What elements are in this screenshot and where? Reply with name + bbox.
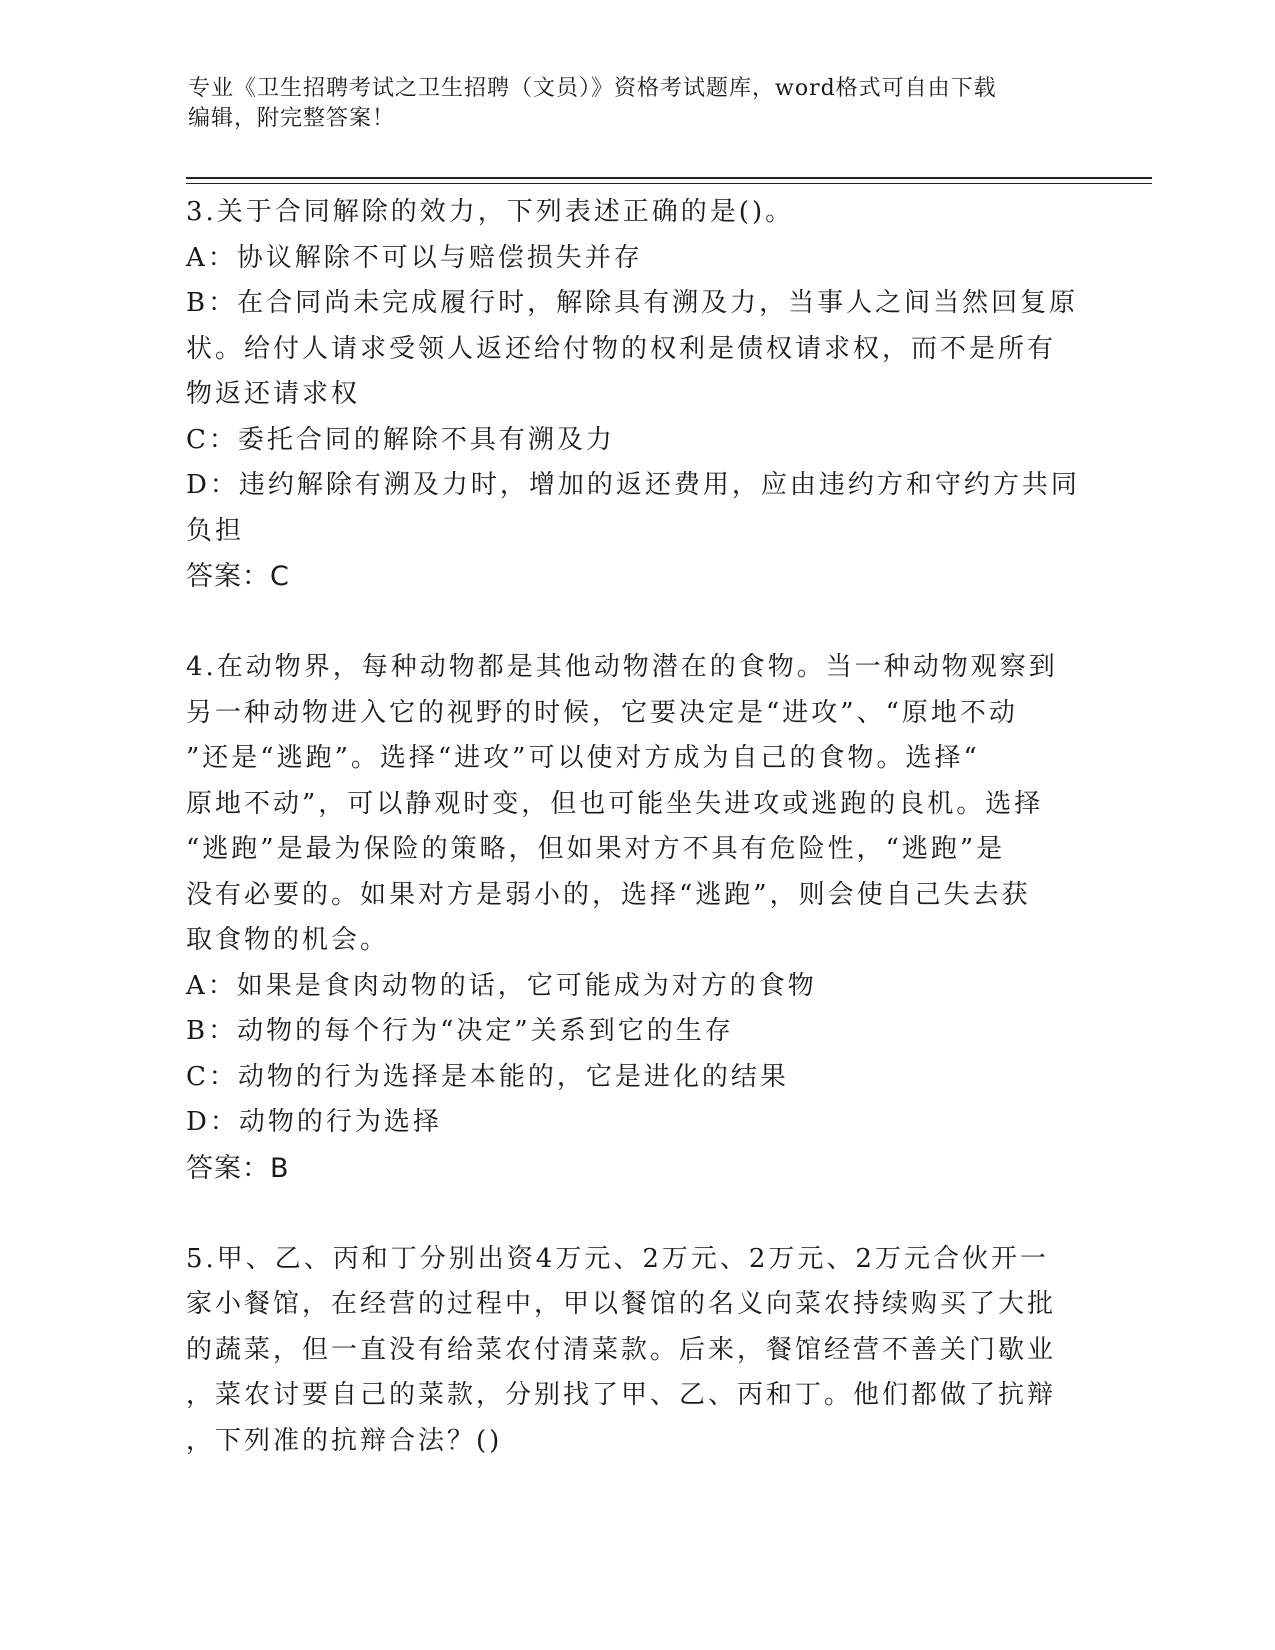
question-3-option-d-line-2: 负担 bbox=[186, 515, 245, 546]
header-divider-thin bbox=[186, 183, 1152, 184]
question-5-stem-line-1: 5.甲、乙、丙和丁分别出资4万元、2万元、2万元、2万元合伙开一 bbox=[186, 1243, 1049, 1274]
question-4-stem-line-2: 另一种动物进入它的视野的时候，它要决定是“进攻”、“原地不动 bbox=[186, 697, 1018, 728]
question-4-stem-line-1: 4.在动物界，每种动物都是其他动物潜在的食物。当一种动物观察到 bbox=[186, 652, 1058, 682]
header-line-1: 专业《卫生招聘考试之卫生招聘（文员）》资格考试题库，word格式可自由下载 bbox=[188, 76, 997, 101]
question-5-stem-line-5: ，下列准的抗辩合法？() bbox=[186, 1425, 503, 1456]
question-3-answer: 答案：C bbox=[186, 561, 290, 592]
question-3-option-a: A：协议解除不可以与赔偿损失并存 bbox=[186, 242, 643, 273]
question-content bbox=[186, 190, 1086, 1464]
spacer bbox=[186, 600, 1086, 646]
question-3-option-b-line-1: B：在合同尚未完成履行时，解除具有溯及力，当事人之间当然回复原 bbox=[186, 288, 1079, 318]
question-5 bbox=[186, 1237, 1086, 1465]
question-4 bbox=[186, 645, 1086, 1191]
header-line-2: 编辑，附完整答案！ bbox=[188, 106, 396, 131]
question-4-stem-line-3: ”还是“逃跑”。选择“进攻”可以使对方成为自己的食物。选择“ bbox=[186, 743, 980, 773]
question-4-stem-line-7: 取食物的机会。 bbox=[186, 925, 390, 955]
header-divider-thick bbox=[186, 177, 1152, 179]
question-4-answer: 答案：B bbox=[186, 1152, 290, 1184]
document-header bbox=[188, 74, 1068, 134]
question-3-option-d-line-1: D：违约解除有溯及力时，增加的返还费用，应由违约方和守约方共同 bbox=[186, 470, 1080, 500]
question-5-stem-line-3: 的蔬菜，但一直没有给菜农付清菜款。后来，餐馆经营不善关门歇业 bbox=[186, 1334, 1057, 1365]
question-3-option-b-line-2: 状。给付人请求受领人返还给付物的权利是债权请求权，而不是所有 bbox=[186, 333, 1057, 364]
question-5-stem-line-4: ，菜农讨要自己的菜款，分别找了甲、乙、丙和丁。他们都做了抗辩 bbox=[186, 1380, 1057, 1410]
question-4-stem-line-5: “逃跑”是最为保险的策略，但如果对方不具有危险性，“逃跑”是 bbox=[186, 834, 1006, 864]
question-4-stem-line-6: 没有必要的。如果对方是弱小的，选择“逃跑”，则会使自己失去获 bbox=[186, 879, 1031, 910]
question-4-option-b: B：动物的每个行为“决定”关系到它的生存 bbox=[186, 1016, 734, 1046]
question-3-stem: 3.关于合同解除的效力，下列表述正确的是()。 bbox=[186, 197, 795, 227]
question-3 bbox=[186, 190, 1086, 600]
question-4-option-d: D：动物的行为选择 bbox=[186, 1107, 442, 1137]
question-4-stem-line-4: 原地不动”，可以静观时变，但也可能坐失进攻或逃跑的良机。选择 bbox=[186, 788, 1044, 819]
question-5-stem-line-2: 家小餐馆，在经营的过程中，甲以餐馆的名义向菜农持续购买了大批 bbox=[186, 1289, 1057, 1319]
question-3-option-b-line-3: 物返还请求权 bbox=[186, 379, 361, 409]
question-4-option-a: A：如果是食肉动物的话，它可能成为对方的食物 bbox=[186, 970, 817, 1001]
question-3-option-c: C：委托合同的解除不具有溯及力 bbox=[186, 424, 615, 455]
question-4-option-c: C：动物的行为选择是本能的，它是进化的结果 bbox=[186, 1061, 789, 1092]
spacer bbox=[186, 1191, 1086, 1237]
